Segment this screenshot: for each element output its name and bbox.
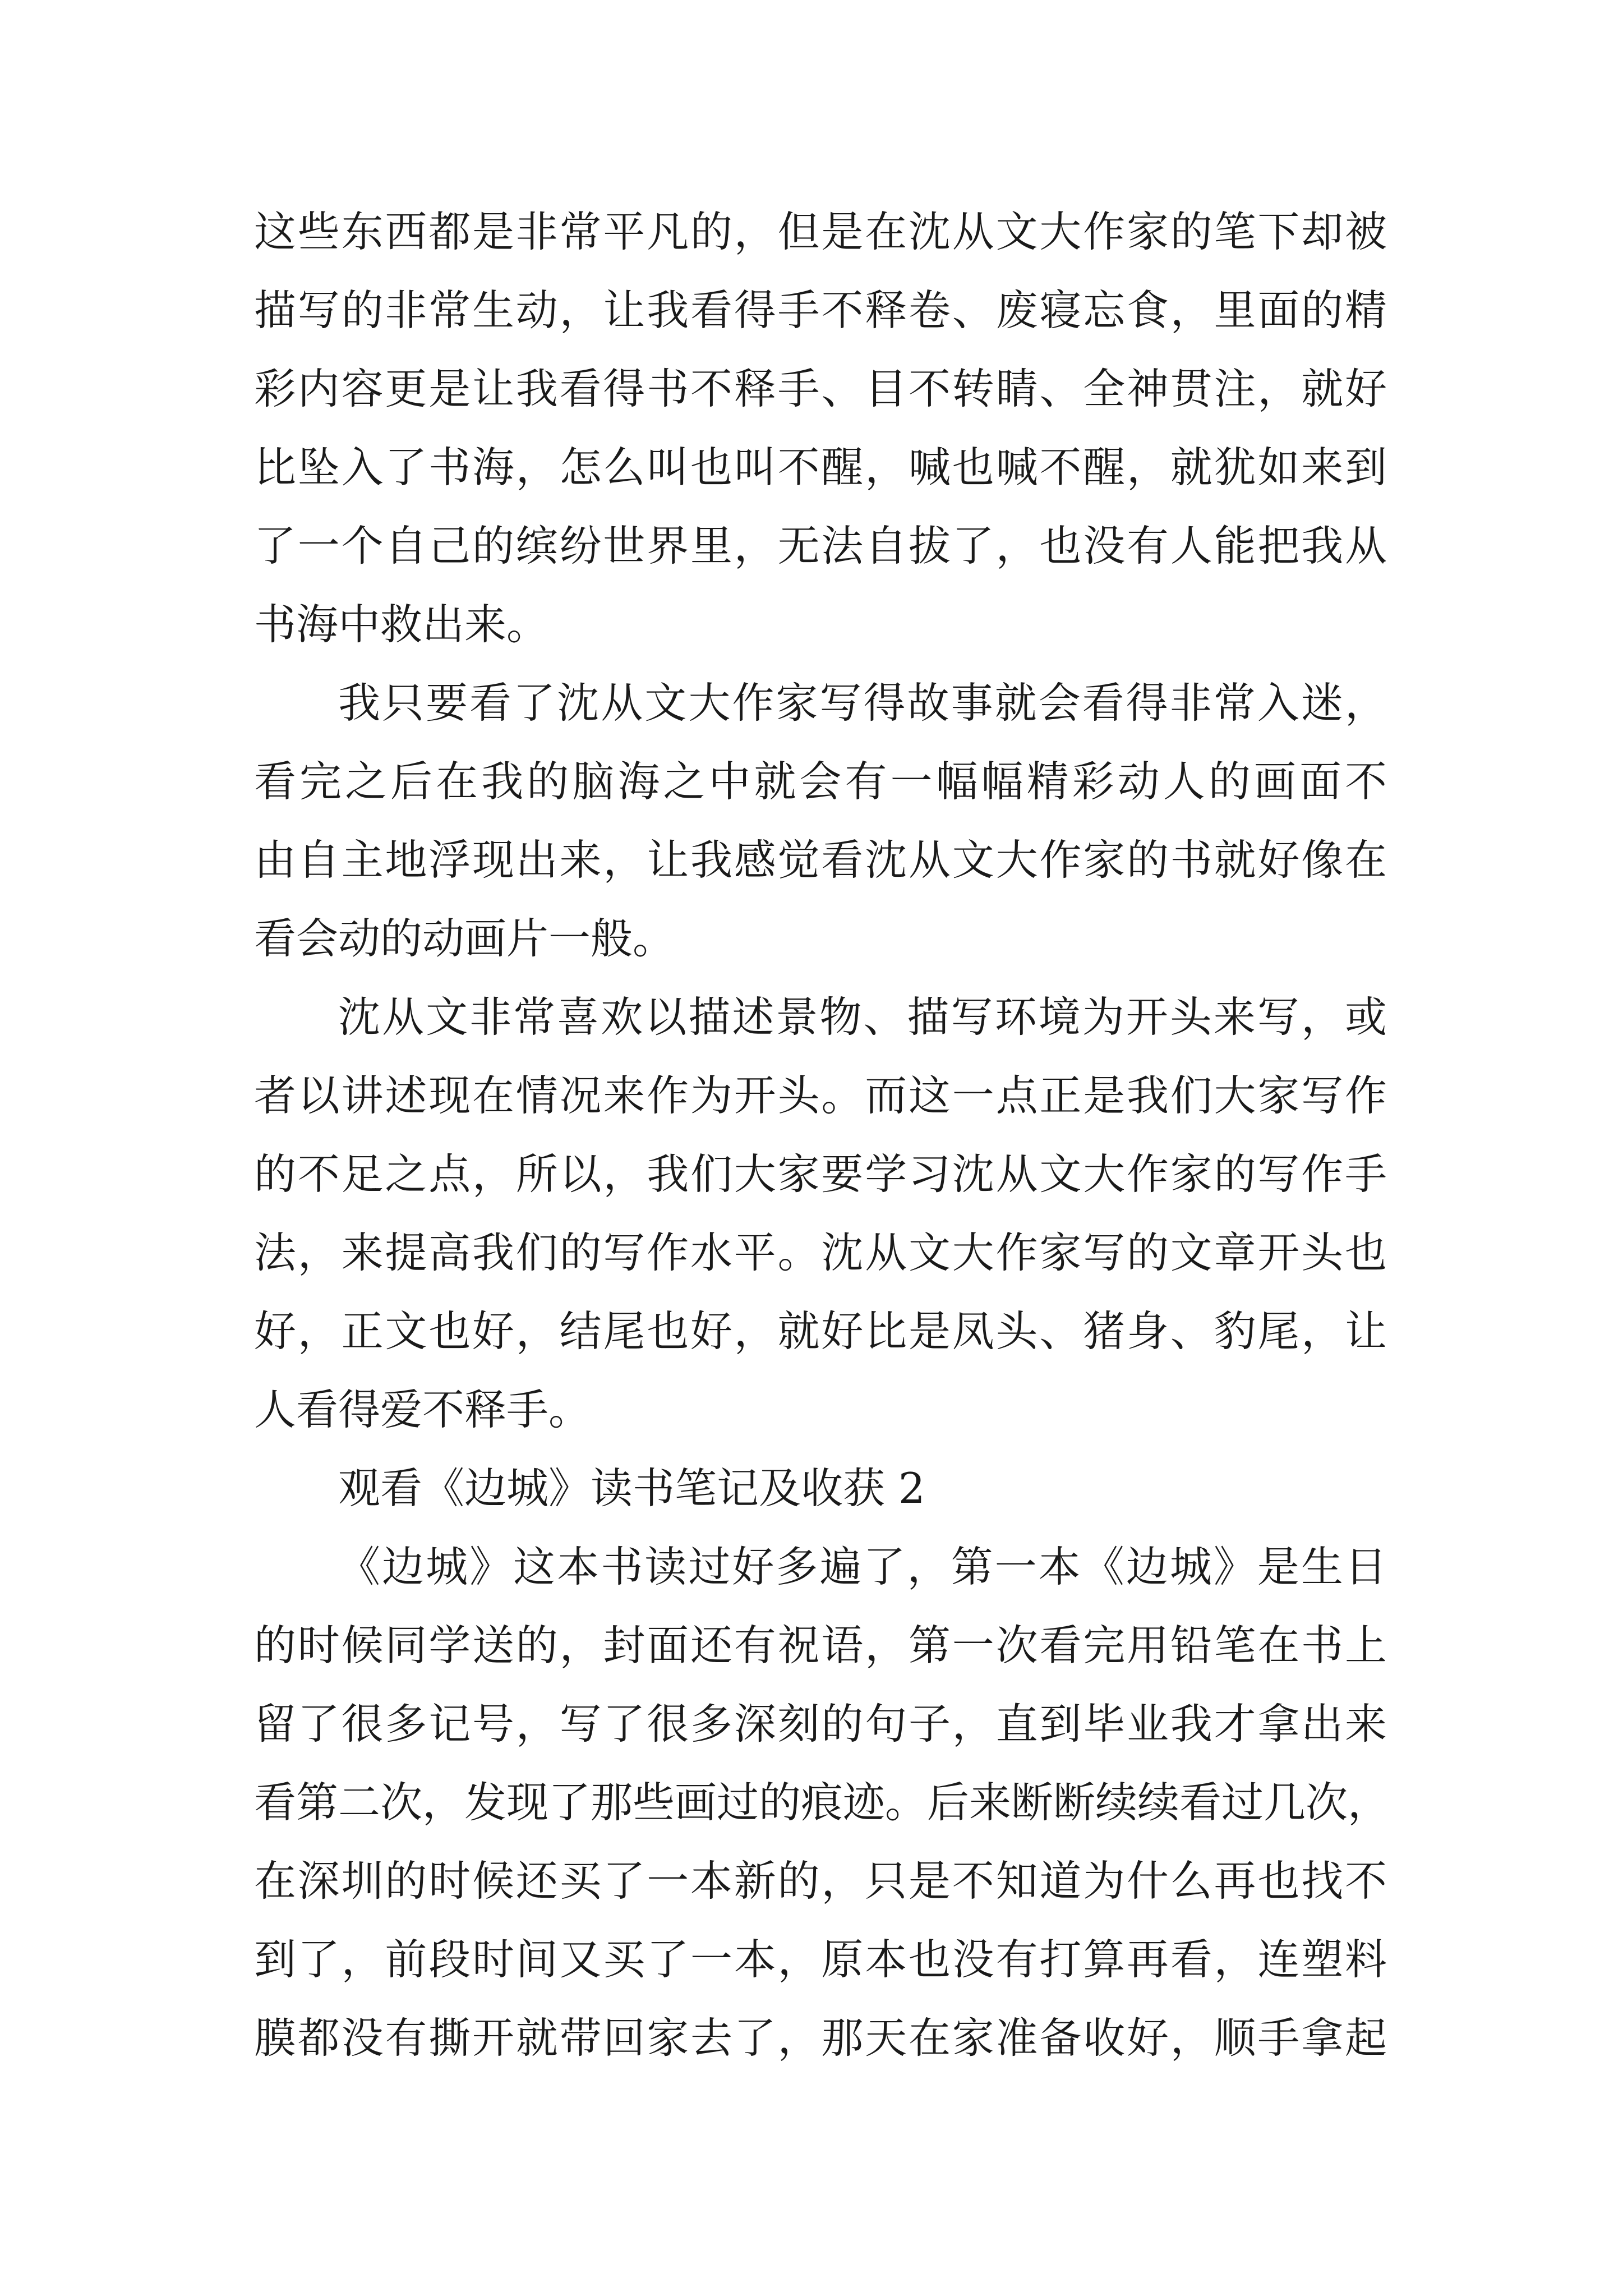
paragraph-1-line-2: 描写的非常生动，让我看得手不释卷、废寝忘食，里面的精 — [254, 286, 1387, 335]
paragraph-1-line-6: 书海中救出来。 — [254, 600, 549, 649]
section-paragraph-line-1: 《边城》这本书读过好多遍了，第一本《边城》是生日 — [338, 1542, 1387, 1591]
paragraph-3-line-1: 沈从文非常喜欢以描述景物、描写环境为开头来写，或 — [338, 992, 1387, 1042]
section-paragraph-line-2: 的时候同学送的，封面还有祝语，第一次看完用铅笔在书上 — [254, 1621, 1387, 1670]
paragraph-3-line-4: 法，来提高我们的写作水平。沈从文大作家写的文章开头也 — [254, 1228, 1387, 1277]
section-paragraph-line-4: 看第二次，发现了那些画过的痕迹。后来断断续续看过几次， — [254, 1778, 1390, 1827]
section-paragraph-line-7: 膜都没有撕开就带回家去了，那天在家准备收好，顺手拿起 — [254, 2013, 1387, 2063]
paragraph-1-line-3: 彩内容更是让我看得书不释手、目不转睛、全神贯注，就好 — [254, 364, 1387, 413]
paragraph-3-line-6: 人看得爱不释手。 — [254, 1385, 591, 1434]
paragraph-2-line-4: 看会动的动画片一般。 — [254, 914, 675, 963]
paragraph-3-line-5: 好，正文也好，结尾也好，就好比是凤头、猪身、豹尾，让 — [254, 1306, 1387, 1356]
paragraph-1-line-1: 这些东西都是非常平凡的，但是在沈从文大作家的笔下却被 — [254, 207, 1387, 256]
paragraph-1-line-5: 了一个自己的缤纷世界里，无法自拔了，也没有人能把我从 — [254, 521, 1387, 570]
section-paragraph-line-6: 到了，前段时间又买了一本，原本也没有打算再看，连塑料 — [254, 1935, 1387, 1984]
section-paragraph-line-3: 留了很多记号，写了很多深刻的句子，直到毕业我才拿出来 — [254, 1699, 1387, 1749]
paragraph-2-line-2: 看完之后在我的脑海之中就会有一幅幅精彩动人的画面不 — [254, 757, 1387, 806]
section-heading: 观看《边城》读书笔记及收获 2 — [338, 1464, 925, 1513]
paragraph-3-line-3: 的不足之点，所以，我们大家要学习沈从文大作家的写作手 — [254, 1149, 1387, 1199]
section-paragraph-line-5: 在深圳的时候还买了一本新的，只是不知道为什么再也找不 — [254, 1856, 1387, 1906]
paragraph-2-line-3: 由自主地浮现出来，让我感觉看沈从文大作家的书就好像在 — [254, 835, 1387, 885]
paragraph-2-line-1: 我只要看了沈从文大作家写得故事就会看得非常入迷， — [338, 678, 1387, 728]
paragraph-1-line-4: 比坠入了书海，怎么叫也叫不醒，喊也喊不醒，就犹如来到 — [254, 443, 1387, 492]
paragraph-3-line-2: 者以讲述现在情况来作为开头。而这一点正是我们大家写作 — [254, 1071, 1387, 1120]
